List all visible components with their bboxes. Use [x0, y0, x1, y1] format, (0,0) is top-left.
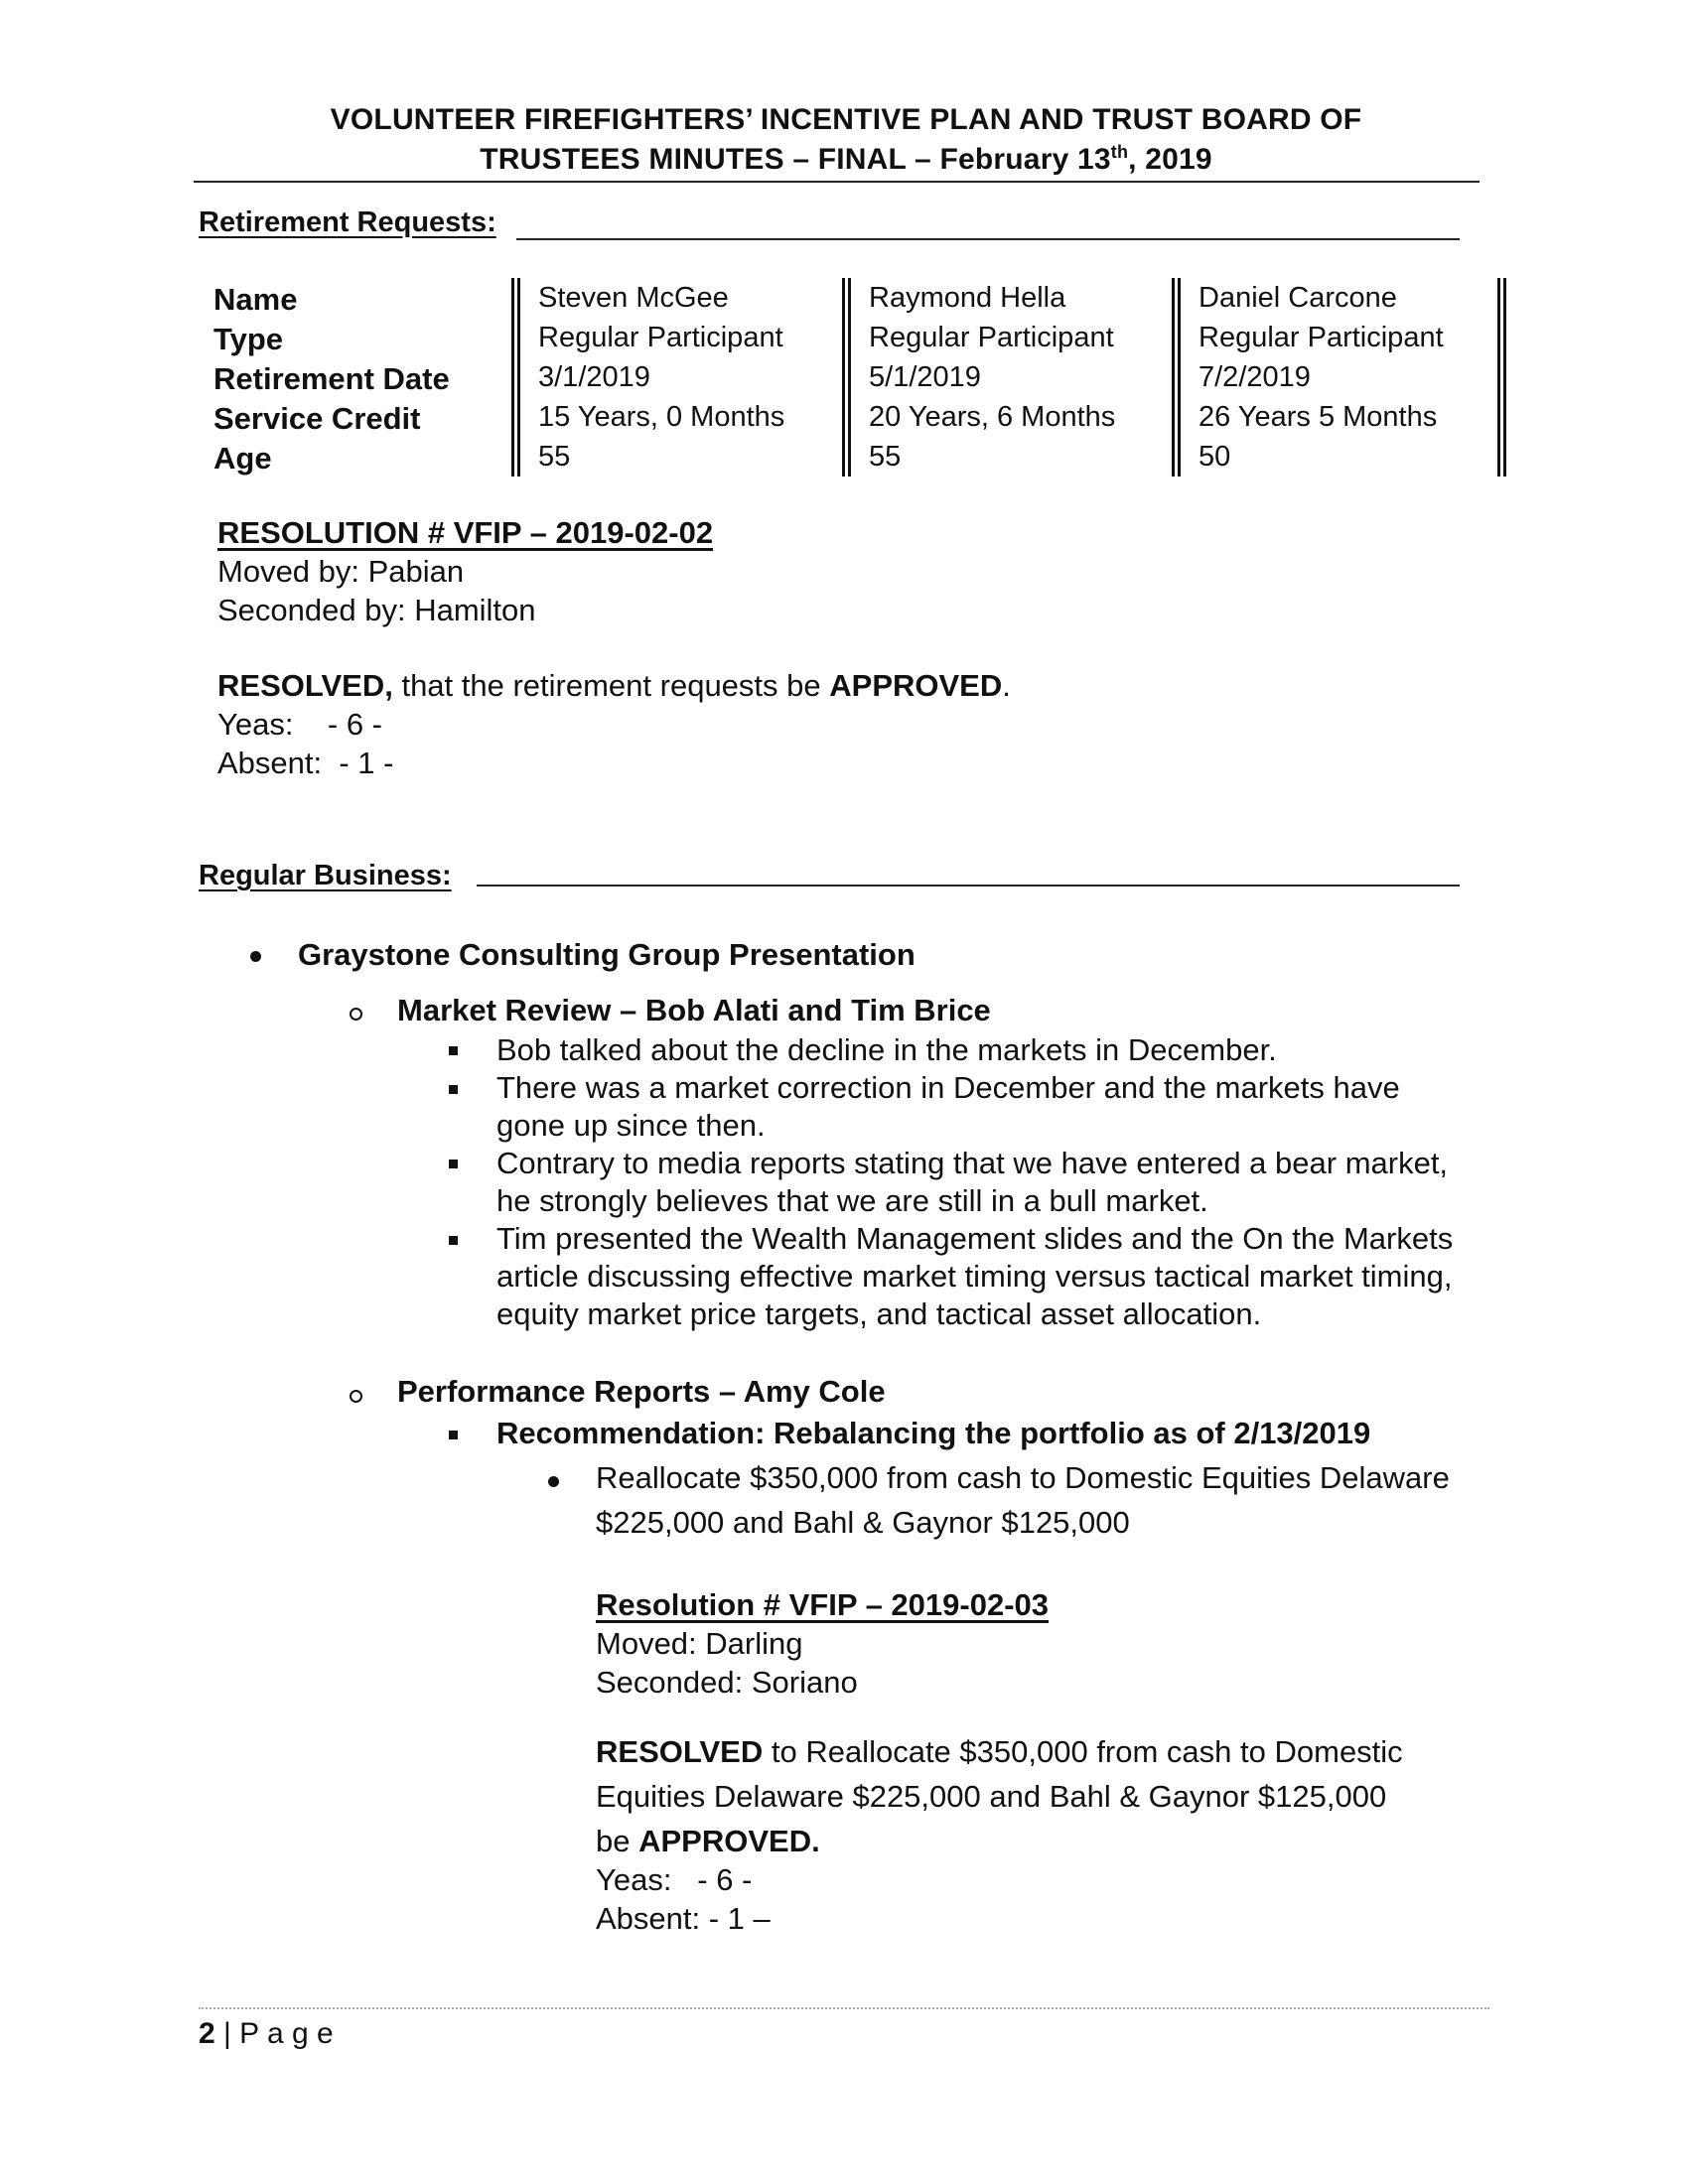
retiree-service: 15 Years, 0 Months	[538, 401, 785, 433]
retirement-section-title: Retirement Requests:	[199, 206, 496, 238]
resolved-period: .	[1002, 668, 1011, 703]
resolved-keyword: RESOLVED	[596, 1734, 764, 1769]
page-word: P a g e	[239, 2017, 334, 2050]
retiree-type: Regular Participant	[538, 322, 783, 353]
label-service-credit: Service Credit	[213, 401, 421, 436]
retiree-date: 7/2/2019	[1198, 361, 1311, 393]
bullet-square-icon	[449, 1236, 458, 1245]
subitem-market-review: Market Review – Bob Alati and Tim Brice	[397, 993, 991, 1027]
resolution-2-yeas: Yeas: - 6 -	[596, 1862, 753, 1897]
resolution-2-absent: Absent: - 1 –	[596, 1901, 771, 1936]
market-point-3-line-2: he strongly believes that we are still in a bull market.	[496, 1183, 1208, 1218]
retiree-name: Steven McGee	[538, 282, 729, 314]
subitem-performance-reports: Performance Reports – Amy Cole	[397, 1374, 886, 1409]
retiree-service: 26 Years 5 Months	[1198, 401, 1438, 433]
retiree-column-2	[847, 278, 1115, 477]
approved-keyword: APPROVED.	[638, 1824, 820, 1858]
label-name: Name	[213, 282, 298, 317]
market-point-4-line-2: article discussing effective market timing versus tactical market timing,	[496, 1259, 1453, 1294]
retirement-title-rule	[516, 238, 1460, 240]
resolution-1-title: RESOLUTION # VFIP – 2019-02-02	[217, 515, 714, 550]
market-point-2-line-2: gone up since then.	[496, 1108, 766, 1143]
header-rule	[194, 181, 1480, 183]
resolution-2-seconded: Seconded: Soriano	[596, 1665, 858, 1700]
retiree-age: 55	[869, 441, 902, 473]
retiree-name: Daniel Carcone	[1198, 282, 1397, 314]
bullet-disc-icon	[250, 951, 261, 962]
regular-business-rule	[477, 885, 1460, 887]
resolution-1-yeas: Yeas: - 6 -	[217, 707, 382, 742]
resolution-1-moved: Moved by: Pabian	[217, 554, 465, 589]
page-footer	[199, 2015, 334, 2053]
retiree-age: 50	[1198, 441, 1231, 473]
reallocation-line-2: $225,000 and Bahl & Gaynor $125,000	[596, 1505, 1130, 1540]
resolution-1-seconded: Seconded by: Hamilton	[217, 593, 536, 627]
market-point-1: Bob talked about the decline in the markets in December.	[496, 1032, 1277, 1067]
bullet-square-icon	[449, 1160, 458, 1168]
page-separator: |	[214, 2017, 240, 2050]
retiree-type: Regular Participant	[869, 322, 1114, 353]
retiree-date: 3/1/2019	[538, 361, 650, 393]
title-date-suffix: , 2019	[1128, 143, 1212, 176]
resolution-2-moved: Moved: Darling	[596, 1626, 803, 1661]
retiree-age: 55	[538, 441, 571, 473]
retiree-type: Regular Participant	[1198, 322, 1444, 353]
market-point-4-line-3: equity market price targets, and tactical asset allocation.	[496, 1297, 1262, 1331]
document-title-line-2	[0, 142, 1692, 177]
bullet-square-icon	[449, 1431, 458, 1439]
resolution-2-title: Resolution # VFIP – 2019-02-03	[596, 1587, 1050, 1622]
label-type: Type	[213, 322, 284, 356]
label-retirement-date: Retirement Date	[213, 361, 450, 396]
table-divider	[1497, 278, 1506, 477]
regular-business-title: Regular Business:	[199, 860, 452, 891]
retirement-labels	[213, 280, 450, 478]
resolved-keyword: RESOLVED,	[217, 668, 393, 703]
bullet-circle-icon	[350, 1390, 362, 1403]
approved-keyword: APPROVED	[829, 668, 1003, 703]
resolution-2-resolved-line-3	[596, 1823, 820, 1860]
resolved-be: be	[596, 1824, 639, 1858]
page-number: 2	[199, 2017, 215, 2050]
resolved-text: to Reallocate $350,000 from cash to Domestic	[763, 1734, 1403, 1769]
retiree-column-3	[1177, 278, 1444, 477]
retiree-service: 20 Years, 6 Months	[869, 401, 1116, 433]
label-age: Age	[213, 441, 272, 476]
reallocation-line-1: Reallocate $350,000 from cash to Domestic Equities Delaware	[596, 1460, 1450, 1495]
resolution-2-resolved-line-1	[596, 1733, 1403, 1771]
retiree-name: Raymond Hella	[869, 282, 1066, 314]
bullet-square-icon	[449, 1085, 458, 1094]
title-date-prefix: TRUSTEES MINUTES – FINAL – February 13	[480, 143, 1111, 176]
resolution-1-resolved	[217, 667, 1011, 705]
market-point-4-line-1: Tim presented the Wealth Management slides and the On the Markets	[496, 1221, 1454, 1256]
retiree-column-1	[516, 278, 784, 477]
document-title-line-1: VOLUNTEER FIREFIGHTERS’ INCENTIVE PLAN AND TRUST BOARD OF	[330, 103, 1362, 136]
bullet-disc-icon	[548, 1476, 559, 1487]
resolution-2-resolved-line-2: Equities Delaware $225,000 and Bahl & Gaynor $125,000	[596, 1779, 1387, 1814]
title-date-superscript: th	[1110, 142, 1129, 162]
retiree-date: 5/1/2019	[869, 361, 981, 393]
item-graystone-presentation: Graystone Consulting Group Presentation	[298, 937, 916, 972]
market-point-2-line-1: There was a market correction in December and the markets have	[496, 1070, 1400, 1105]
market-point-3-line-1: Contrary to media reports stating that we have entered a bear market,	[496, 1146, 1449, 1180]
bullet-circle-icon	[350, 1008, 362, 1021]
bullet-square-icon	[449, 1046, 458, 1055]
resolution-1-absent: Absent: - 1 -	[217, 746, 394, 780]
footer-dotted-rule	[199, 2007, 1489, 2010]
recommendation-rebalancing: Recommendation: Rebalancing the portfolio as of 2/13/2019	[496, 1416, 1371, 1450]
resolved-text: that the retirement requests be	[392, 668, 830, 703]
